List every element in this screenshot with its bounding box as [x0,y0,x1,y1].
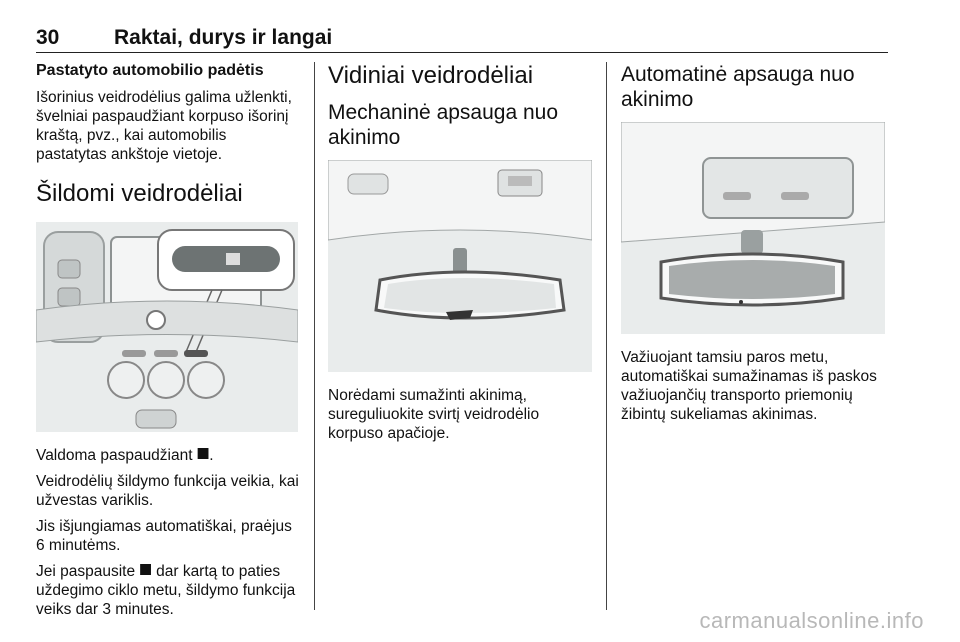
column-divider [606,62,607,610]
paragraph: Jei paspausite ⯀ dar kartą to paties uždegimo ciklo metu, šildymo funkcija veiks dar 3 minutes. [36,562,296,618]
heated-mirror-button-illustration [36,222,298,432]
manual-mirror-illustration [328,160,592,372]
paragraph: Valdoma paspaudžiant ⯀. [36,446,214,464]
page-number: 30 [36,26,60,49]
section-heading: Automatinė apsauga nuo akinimo [621,63,855,112]
section-heading: Šildomi veidrodėliai [36,180,243,207]
paragraph: Veidrodėlių šildymo funkcija veikia, kai užvestas variklis. [36,472,299,509]
page-header [36,26,888,53]
chapter-title: Raktai, durys ir langai [114,26,333,49]
paragraph: Jis išjungiamas automatiškai, praėjus 6 minutėms. [36,517,292,554]
auto-dimming-mirror-illustration [621,122,885,334]
section-heading: Vidiniai veidrodėliai [328,62,534,89]
paragraph: Norėdami sumažinti akinimą, sureguliuokite svirtį veidrodėlio korpuso apačioje. [328,386,540,442]
paragraph: Važiuojant tamsiu paros metu, automatiškai sumažinamas iš paskos važiuojančių transporto priemonių žibintų sukeliamas akinimas. [621,349,877,424]
column-left [36,62,300,626]
watermark: carmanualsonline.info [699,608,924,633]
column-right [621,62,889,431]
paragraph: Išorinius veidrodėlius galima užlenkti, švelniai paspaudžiant korpuso išorinį kraštą, pvz., kai automobilis pastatytas ankštoje vietoje. [36,89,292,163]
subsection-heading: Mechaninė apsauga nuo akinimo [328,100,559,149]
section-heading: Pastatyto automobilio padėtis [36,62,264,79]
column-divider [314,62,315,610]
column-middle [328,62,593,450]
